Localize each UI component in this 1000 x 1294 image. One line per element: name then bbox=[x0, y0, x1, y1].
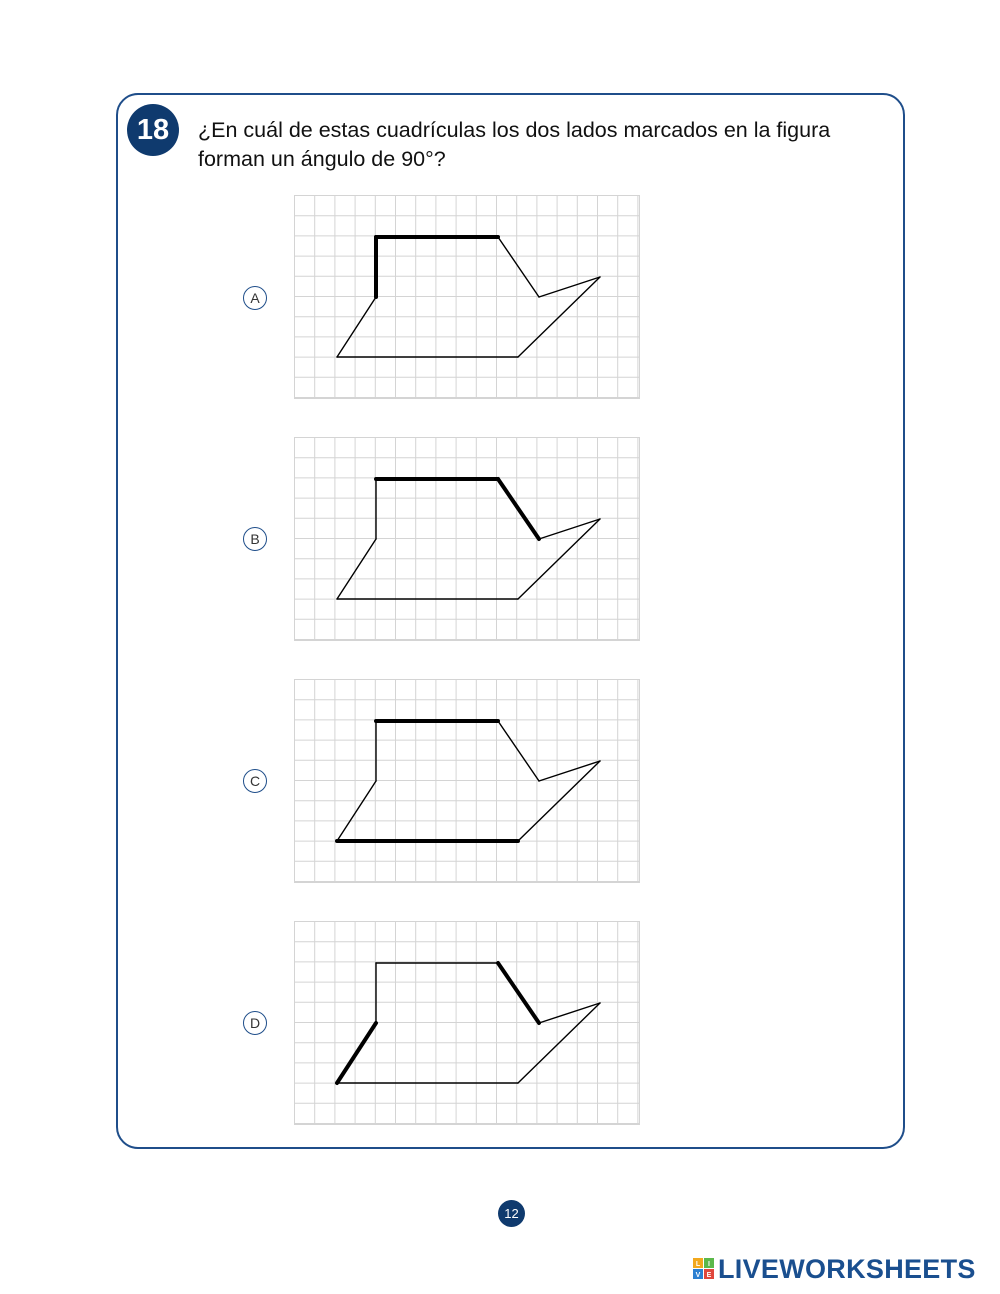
option-a-radio[interactable]: A bbox=[243, 286, 267, 310]
page-number-badge: 12 bbox=[498, 1200, 525, 1227]
liveworksheets-logo bbox=[693, 1254, 976, 1284]
logo-letter-l: L bbox=[695, 1261, 701, 1268]
figure-side-upper-right-slant bbox=[498, 237, 539, 297]
figure-side-upper-right-slant bbox=[498, 721, 539, 781]
option-b-radio[interactable]: B bbox=[243, 527, 267, 551]
option-b-grid bbox=[294, 437, 640, 641]
figure-side-lower-left-slant bbox=[337, 781, 376, 841]
option-d-grid bbox=[294, 921, 640, 1125]
option-c-radio[interactable]: C bbox=[243, 769, 267, 793]
option-d-radio[interactable]: D bbox=[243, 1011, 267, 1035]
option-c-grid bbox=[294, 679, 640, 883]
figure-side-notch-edge bbox=[539, 519, 600, 539]
logo-letter-e: E bbox=[706, 1272, 712, 1279]
option-a-grid bbox=[294, 195, 640, 399]
liveworksheets-wordmark: LIVEWORKSHEETS bbox=[718, 1253, 976, 1284]
liveworksheets-logo-icon bbox=[693, 1258, 715, 1280]
figure-side-notch-edge bbox=[539, 761, 600, 781]
figure-side-lower-left-slant-marked bbox=[337, 1023, 376, 1083]
question-number-badge: 18 bbox=[127, 104, 179, 156]
figure-side-lower-left-slant bbox=[337, 539, 376, 599]
figure-side-upper-right-slant-marked bbox=[498, 963, 539, 1023]
figure-side-lower-left-slant bbox=[337, 297, 376, 357]
logo-letter-v: V bbox=[695, 1272, 701, 1279]
figure-side-upper-right-slant-marked bbox=[498, 479, 539, 539]
question-text: ¿En cuál de estas cuadrículas los dos lados marcados en la figura forman un ángulo de 90°? bbox=[198, 118, 831, 171]
logo-letter-i: I bbox=[708, 1261, 710, 1268]
figure-side-notch-edge bbox=[539, 277, 600, 297]
figure-side-notch-edge bbox=[539, 1003, 600, 1023]
